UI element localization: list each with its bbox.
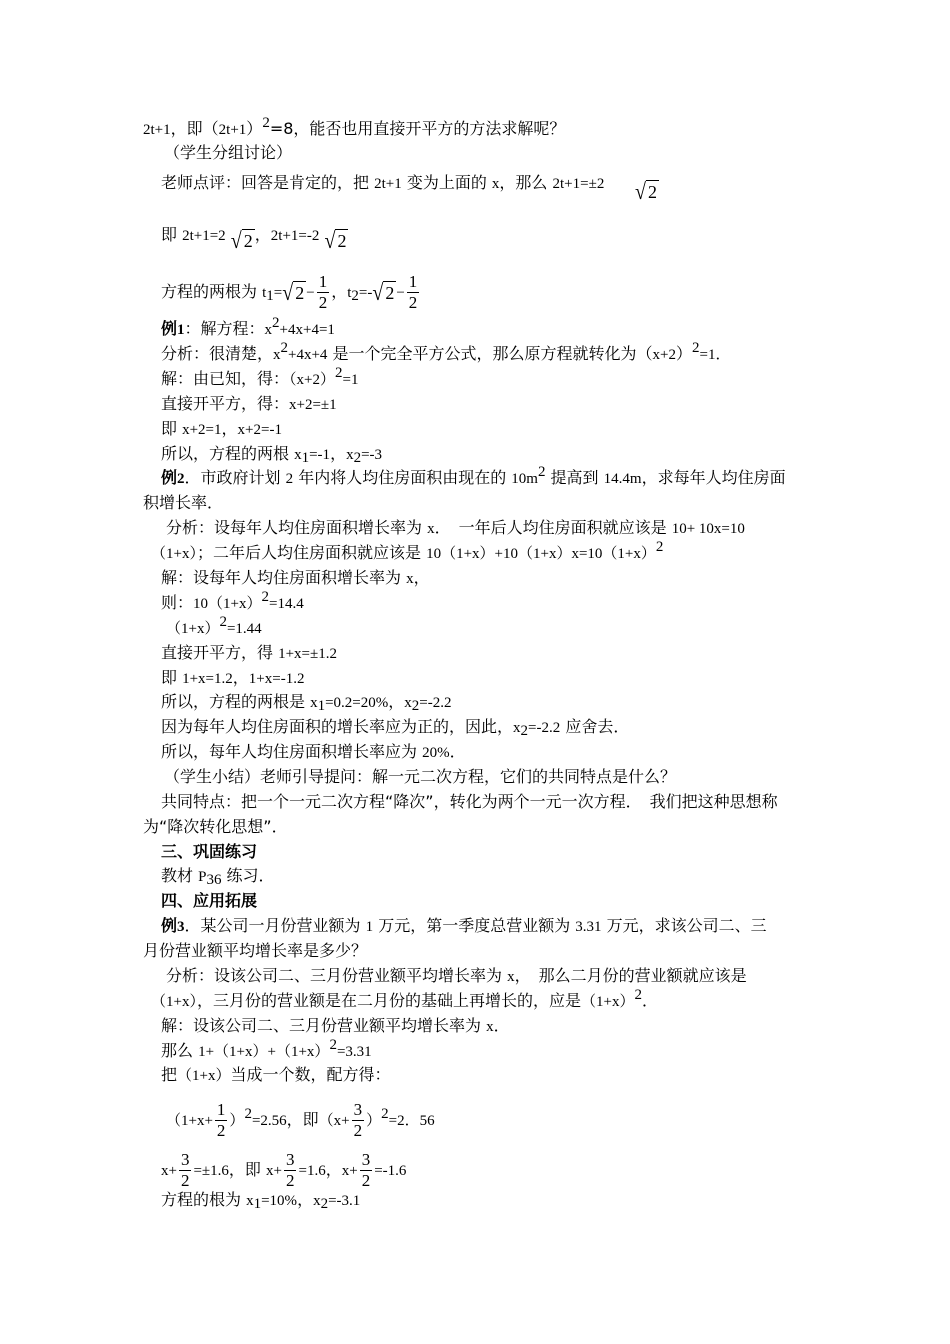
fraction: $\frac{1}{2}$ — [216, 1100, 226, 1140]
section-heading-practice: 三、巩固练习 — [161, 842, 258, 861]
line-34: 解：设该公司二、三月份营业额平均增长率为 x． — [161, 1016, 510, 1035]
sqrt-expression: √ 2 — [635, 179, 657, 205]
fraction: $\frac{3}{2}$ — [180, 1150, 190, 1190]
line-2: （学生分组讨论） — [164, 143, 293, 162]
line-11: 所以，方程的两根 $x_1=-1$，$x_2=-3$ — [161, 444, 383, 466]
line-12: 例2．市政府计划 2 年内将人均住房面积由现在的 $10m^2$ 提高到 14.4m，求每年人均住房面 — [161, 464, 786, 487]
line-5: 方程的两根为 $t_1=√$ 2 − $\frac{1}{2}$ ，$t_2=-√$ 2 − $\frac{1}{2}$ — [161, 272, 418, 312]
line-32: 分析：设该公司二、三月份营业额平均增长率为 x， 那么二月份的营业额就应该是 — [166, 966, 747, 985]
line-39: 方程的根为 $x_1=10\%$，$x_2=-3.1$ — [161, 1190, 361, 1212]
line-31: 月份营业额平均增长率是多少？ — [143, 941, 368, 960]
fraction: $\frac{1}{2}$ — [408, 272, 418, 312]
sqrt-expression: √ 2 — [230, 228, 253, 254]
line-7: 分析：很清楚，$x^2+4x+4$ 是一个完全平方公式，那么原方程就转化为$(x+2)^2=1$． — [161, 340, 731, 363]
line-8: 解：由已知，得：$(x+2)^2=1$ — [161, 365, 359, 388]
line-18: $(1+x)^2=1.44$ — [166, 614, 262, 637]
fraction: $\frac{3}{2}$ — [361, 1150, 371, 1190]
line-14: 分析：设每年人均住房面积增长率为 x． 一年后人均住房面积就应该是 10+ 10x=10 — [166, 518, 745, 537]
sqrt-expression: √ 2 — [324, 228, 347, 254]
sqrt-expression: √ 2 — [372, 280, 395, 306]
line-24: （学生小结）老师引导提问：解一元二次方程，它们的共同特点是什么？ — [164, 767, 677, 786]
sqrt-expression: √ 2 — [282, 280, 305, 306]
section-heading-application: 四、应用拓展 — [161, 891, 258, 910]
line-13: 积增长率． — [143, 493, 224, 512]
line-1: 2t+1，即$(2t+1)^2=8$，能否也用直接开平方的方法求解呢？ — [143, 115, 566, 138]
line-9: 直接开平方，得：x+2=±1 — [161, 394, 337, 413]
line-25: 共同特点：把一个一元二次方程“降次”，转化为两个一元一次方程． 我们把这种思想称 — [161, 792, 778, 811]
line-16: 解：设每年人均住房面积增长率为 x， — [161, 568, 430, 587]
line-3: 老师点评：回答是肯定的，把 2t+1 变为上面的 x，那么 2t+1=±2 √ 2 — [161, 173, 657, 205]
line-33: （1+x），三月份的营业额是在二月份的基础上再增长的，应是$(1+x)^2$． — [151, 987, 658, 1010]
fraction: $\frac{3}{2}$ — [285, 1150, 295, 1190]
fraction: $\frac{3}{2}$ — [353, 1100, 363, 1140]
line-20: 即 1+x=1.2，1+x=-1.2 — [161, 668, 305, 687]
line-38: x+ $\frac{3}{2}$ =±1.6，即 x+ $\frac{3}{2}$ =1.6，x+ $\frac{3}{2}$ =-1.6 — [161, 1150, 407, 1190]
line-15: （1+x）；二年后人均住房面积就应该是 $10(1+x)+10(1+x)x=10(1+x)^2$ — [151, 539, 664, 562]
line-19: 直接开平方，得 1+x=±1.2 — [161, 643, 337, 662]
line-4: 即 2t+1=2 √ 2 ，2t+1=-2 √ 2 — [161, 225, 347, 254]
line-37: （1+x+ $\frac{1}{2}$ ）$^2$=2.56，即（x+ $\frac{3}{2}$ ）$^2$=2．56 — [166, 1100, 435, 1140]
line-21: 所以，方程的两根是 $x_1=0.2=20\%$，$x_2=-2.2$ — [161, 692, 452, 714]
line-26: 为“降次转化思想”． — [143, 817, 288, 836]
line-23: 所以，每年人均住房面积增长率应为 20%． — [161, 742, 466, 761]
line-6: 例1：解方程：$x^2+4x+4=1$ — [161, 315, 335, 338]
fraction: $\frac{1}{2}$ — [318, 272, 328, 312]
line-22: 因为每年人均住房面积的增长率应为正的，因此，$x_2=-2.2$ 应舍去． — [161, 717, 630, 739]
line-10: 即 x+2=1，x+2=-1 — [161, 419, 282, 438]
line-36: 把（1+x）当成一个数，配方得： — [161, 1065, 391, 1084]
line-30: 例3．某公司一月份营业额为 1 万元，第一季度总营业额为 3.31 万元，求该公司二、三 — [161, 916, 767, 935]
line-17: 则：$10(1+x)^2=14.4$ — [161, 589, 304, 612]
line-35: 那么 $1+(1+x)+(1+x)^2=3.31$ — [161, 1037, 372, 1060]
line-28: 教材 $P_{36}$ 练习． — [161, 866, 275, 888]
